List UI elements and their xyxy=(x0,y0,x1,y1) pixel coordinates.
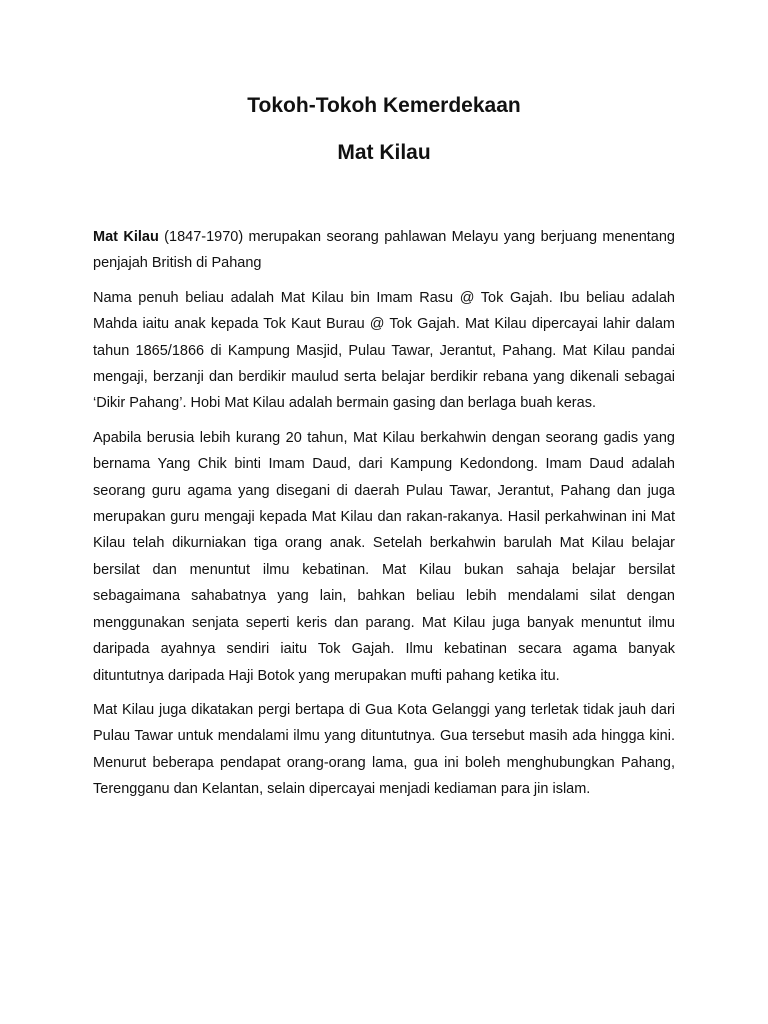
document-body xyxy=(93,224,675,811)
document-subtitle: Mat Kilau xyxy=(337,141,431,164)
paragraph-1: Nama penuh beliau adalah Mat Kilau bin Imam Rasu @ Tok Gajah. Ibu beliau adalah Mahda iaitu anak kepada Tok Kaut Burau @ Tok Gajah. Mat Kilau dipercayai lahir dalam tahun 1865/1866 di Kampung Masjid, Pulau Tawar, Jerantut, Pahang. Mat Kilau pandai mengaji, berzanji dan berdikir maulud serta belajar berdikir rebana yang dikenali sebagai ‘Dikir Pahang’. Hobi Mat Kilau adalah bermain gasing dan berlaga buah keras. xyxy=(93,289,675,412)
document-title: Tokoh-Tokoh Kemerdekaan xyxy=(247,94,521,117)
intro-paragraph xyxy=(93,224,675,277)
intro-text: (1847-1970) merupakan seorang pahlawan Melayu yang berjuang menentang penjajah British di Pahang xyxy=(93,229,675,272)
intro-name: Mat Kilau xyxy=(93,229,159,245)
paragraph-2: Apabila berusia lebih kurang 20 tahun, Mat Kilau berkahwin dengan seorang gadis yang bernama Yang Chik binti Imam Daud, dari Kampung Kedondong. Imam Daud adalah seorang guru agama yang disegani di daerah Pulau Tawar, Jerantut, Pahang dan juga merupakan guru mengaji kepada Mat Kilau dan rakan-rakanya. Hasil perkahwinan ini Mat Kilau telah dikurniakan tiga orang anak. Setelah berkahwin barulah Mat Kilau belajar bersilat dan menuntut ilmu kebatinan. Mat Kilau bukan sahaja belajar bersilat sebagaimana sahabatnya yang lain, bahkan beliau lebih mendalami silat dengan menggunakan senjata seperti keris dan parang. Mat Kilau juga banyak menuntut ilmu daripada ayahnya sendiri iaitu Tok Gajah. Ilmu kebatinan secara agama banyak dituntutnya daripada Haji Botok yang merupakan mufti pahang ketika itu. xyxy=(93,429,675,684)
paragraph-3: Mat Kilau juga dikatakan pergi bertapa di Gua Kota Gelanggi yang terletak tidak jauh dari Pulau Tawar untuk mendalami ilmu yang dituntutnya. Gua tersebut masih ada hingga kini. Menurut beberapa pendapat orang-orang lama, gua ini boleh menghubungkan Pahang, Terengganu dan Kelantan, selain dipercayai menjadi kediaman para jin islam. xyxy=(93,701,675,798)
